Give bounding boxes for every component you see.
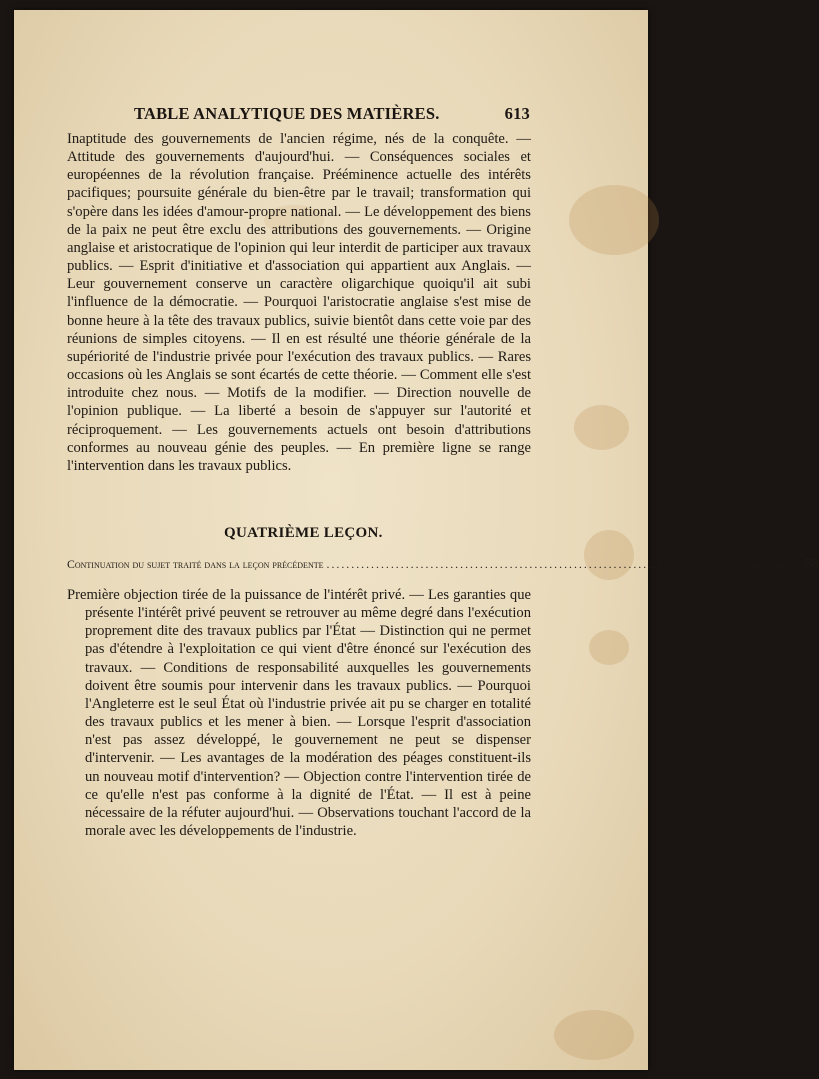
toc-leader-dots: ................................................................................................	[326, 557, 802, 571]
foxing-stain	[589, 630, 629, 665]
page-number: 613	[504, 104, 530, 123]
summary-paragraph-2	[67, 586, 531, 840]
toc-entry-label: Continuation du sujet traité dans la leçon précédente	[67, 557, 324, 571]
running-header	[134, 104, 530, 124]
summary-paragraph-1	[67, 130, 531, 475]
paragraph-text: Inaptitude des gouvernements de l'ancien régime, nés de la conquête. — Attitude des gouvernements d'aujourd'hui. — Conséquences sociales et européennes de la révolution française. Prééminence actuelle des intérêts pacifiques; poursuite générale du bien-être par le travail; transformation qui s'opère dans les idées d'amour-propre national. — Le développement des biens de la paix ne peut être exclu des attributions des gouvernements. — Origine anglaise et aristocratique de l'opinion qui leur interdit de participer aux travaux publics. — Esprit d'initiative et d'association qui appartient aux Anglais. — Leur gouvernement conserve un caractère oligarchique quoiqu'il ait subi l'influence de la démocratie. — Pourquoi l'aristocratie anglaise s'est mise de bonne heure à la tête des travaux publics, suivie bientôt dans cette voie par des réunions de simples citoyens. — Il en est résulté une théorie générale de la supériorité de l'industrie privée pour l'exécution des travaux publics. — Rares occasions où les Anglais se sont écartés de cette théorie. — Comment elle s'est introduite chez nous. — Motifs de la modifier. — Direction nouvelle de l'opinion publique. — La liberté a besoin de s'appuyer sur l'autorité et réciproquement. — Les gouvernements actuels ont besoin d'attributions conformes au nouveau génie des peuples. — En première ligne se range l'intervention dans les travaux publics.	[67, 131, 531, 474]
section-heading: QUATRIÈME LEÇON.	[224, 525, 383, 541]
header-title: TABLE ANALYTIQUE DES MATIÈRES.	[134, 104, 440, 123]
paragraph-text: Première objection tirée de la puissance de l'intérêt privé. — Les garanties que présente l'intérêt privé peuvent se retrouver au même degré dans l'exécution proprement dite des travaux publics par l'État — Distinction qui ne permet pas d'étendre à l'exploitation ce qui vient d'être énoncé sur l'exécution des travaux. — Conditions de responsabilité auxquelles les gouvernements doivent être soumis pour intervenir dans les travaux publics. — Pourquoi l'Angleterre est le seul État où l'industrie privée ait pu se charger en totalité des travaux publics et les mener à bien. — Lorsque l'esprit d'association n'est pas assez développé, le gouvernement ne peut se dispenser d'intervenir. — Les avantages de la modération des péages constituent-ils un nouveau motif d'intervention? — Objection contre l'intervention tirée de ce qu'elle n'est pas conforme à la dignité de l'État. — Il est à peine nécessaire de la réfuter aujourd'hui. — Observations touchant l'accord de la morale avec les développements de l'industrie.	[67, 587, 531, 840]
foxing-stain	[554, 1010, 634, 1060]
foxing-stain	[569, 185, 659, 255]
toc-entry-page: 58	[804, 557, 819, 572]
toc-entry	[67, 557, 819, 573]
foxing-stain	[574, 405, 629, 450]
